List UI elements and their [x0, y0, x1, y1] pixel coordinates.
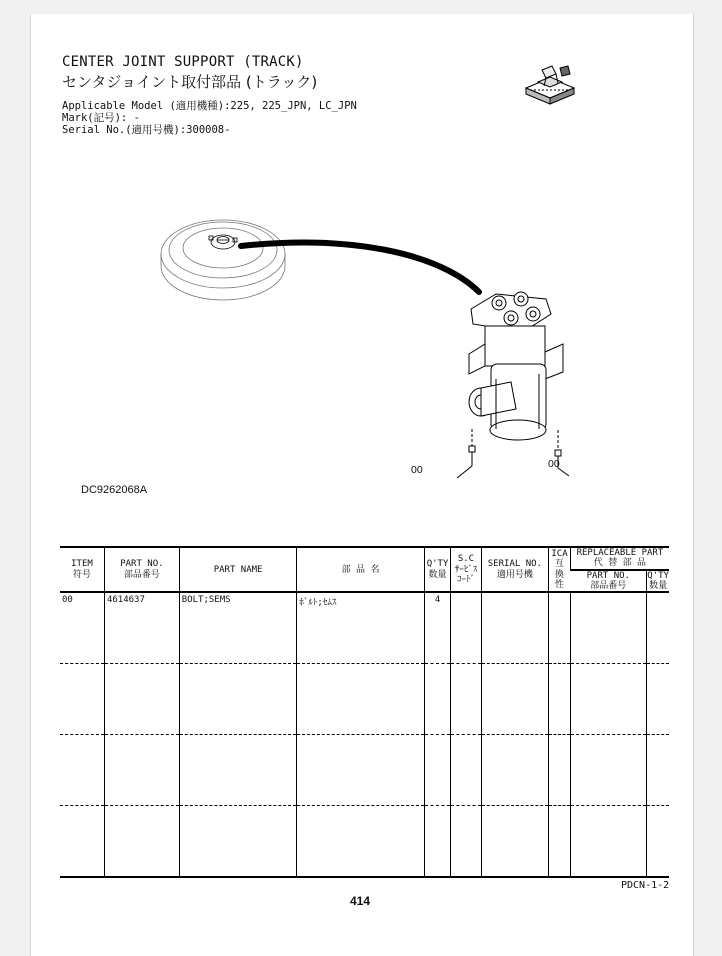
cell-service-code — [451, 664, 481, 735]
cell-ica — [549, 806, 571, 878]
table-row — [60, 664, 669, 735]
cell-part-name: BOLT;SEMS — [179, 592, 297, 664]
cell-serial — [481, 664, 549, 735]
cell-qty — [424, 735, 451, 806]
cell-part-name — [179, 806, 297, 878]
cell-repl-qty — [647, 806, 669, 878]
cell-item — [60, 735, 104, 806]
cell-ica — [549, 664, 571, 735]
cell-serial — [481, 806, 549, 878]
table-row — [60, 592, 669, 664]
col-service-code: S.C ｻｰﾋﾞｽ ｺｰﾄﾞ — [451, 547, 481, 592]
figure-id: DC9262068A — [81, 484, 148, 496]
catalog-page — [30, 14, 694, 956]
cell-ica — [549, 735, 571, 806]
col-repl-qty: Q'TY 数量 — [647, 570, 669, 592]
cell-part-name-jp: ﾎﾞﾙﾄ;ｾﾑｽ — [297, 592, 424, 664]
serial-range: Serial No.(適用号機):300008- — [62, 124, 231, 136]
cell-ica — [549, 592, 571, 664]
callout-bolt-right: 00 — [548, 458, 560, 470]
cell-repl-part — [570, 664, 646, 735]
cell-part-no — [104, 664, 179, 735]
cell-qty: 4 — [424, 592, 451, 664]
callout-bolt-left: 00 — [411, 464, 423, 476]
cell-repl-qty — [647, 592, 669, 664]
col-part-name-jp: 部 品 名 — [297, 547, 424, 592]
document-code: PDCN-1-2 — [621, 880, 670, 891]
cell-repl-part — [570, 592, 646, 664]
cell-service-code — [451, 806, 481, 878]
cell-part-name-jp — [297, 806, 424, 878]
page-title-jp: センタジョイント取付部品 (トラック) — [62, 73, 318, 91]
parts-diagram — [151, 204, 601, 504]
col-serial: SERIAL NO. 適用号機 — [481, 547, 549, 592]
cell-part-no: 4614637 — [104, 592, 179, 664]
cell-item — [60, 806, 104, 878]
page-title-en: CENTER JOINT SUPPORT (TRACK) — [62, 54, 304, 70]
cell-repl-qty — [647, 664, 669, 735]
cell-part-no — [104, 735, 179, 806]
cell-serial — [481, 735, 549, 806]
cell-part-name — [179, 664, 297, 735]
cell-part-name-jp — [297, 735, 424, 806]
cell-repl-part — [570, 806, 646, 878]
cell-repl-part — [570, 735, 646, 806]
col-item: ITEM 符号 — [60, 547, 104, 592]
page-number: 414 — [350, 894, 371, 908]
cell-repl-qty — [647, 735, 669, 806]
cell-part-no — [104, 806, 179, 878]
col-qty: Q'TY 数量 — [424, 547, 451, 592]
mark: Mark(記号): - — [62, 112, 140, 124]
col-part-no: PART NO. 部品番号 — [104, 547, 179, 592]
cell-qty — [424, 806, 451, 878]
excavator-logo-icon — [522, 60, 578, 106]
table-row — [60, 806, 669, 878]
cell-service-code — [451, 735, 481, 806]
cell-item: 00 — [62, 595, 73, 606]
cell-part-name-jp — [297, 664, 424, 735]
cell-part-name — [179, 735, 297, 806]
applicable-model: Applicable Model (適用機種):225, 225_JPN, LC_JPN — [62, 100, 357, 112]
col-part-name: PART NAME — [179, 547, 297, 592]
cell-qty — [424, 664, 451, 735]
cell-serial — [481, 592, 549, 664]
cell-service-code — [451, 592, 481, 664]
col-ica: ICA 互 換 性 — [549, 547, 571, 592]
parts-table — [60, 546, 669, 878]
cell-item — [60, 664, 104, 735]
col-replaceable: REPLACEABLE PART 代 替 部 品 — [570, 547, 669, 570]
col-repl-part-no: PART NO. 部品番号 — [570, 570, 646, 593]
table-row — [60, 735, 669, 806]
